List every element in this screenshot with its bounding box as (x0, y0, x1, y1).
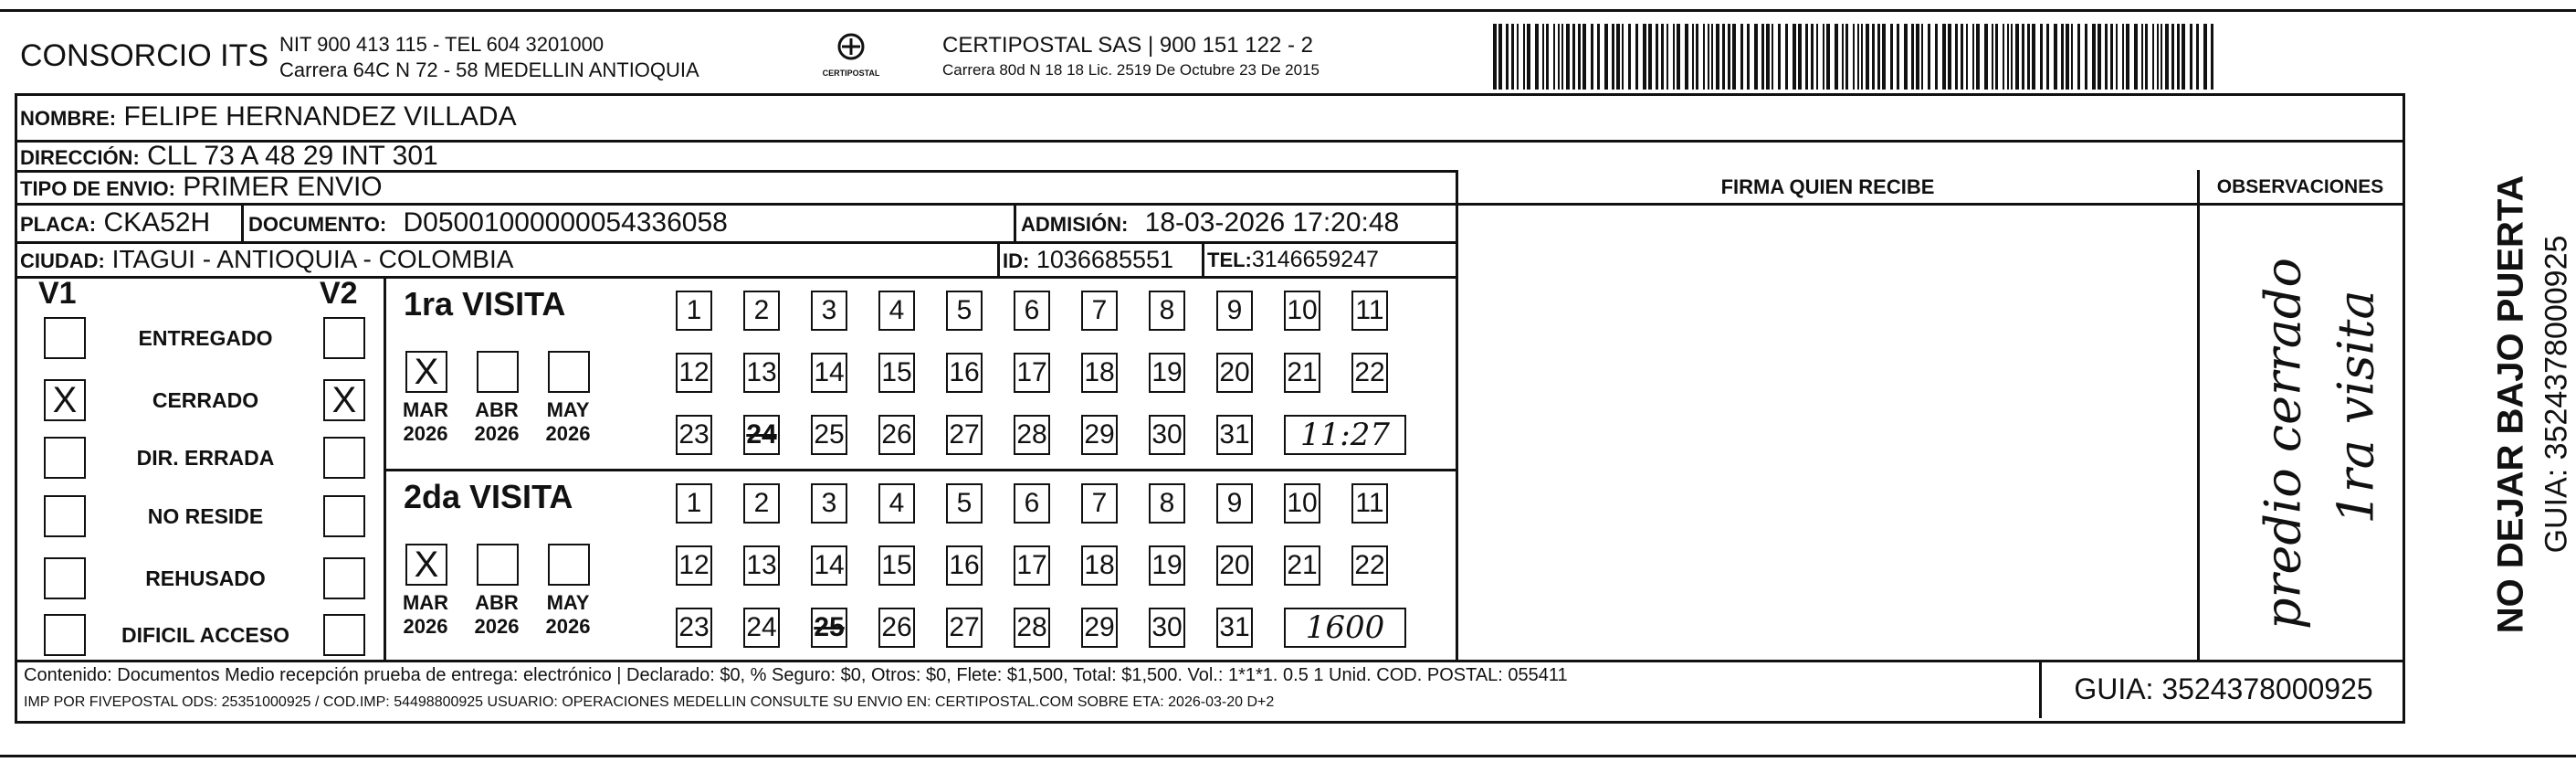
col-divider (1456, 170, 1458, 661)
month-year: 2026 (474, 422, 520, 445)
barcode-bar (1984, 24, 1988, 90)
visit-title: 1ra VISITA (404, 285, 566, 323)
day-box[interactable]: 24 (743, 415, 780, 455)
barcode-bar (2126, 24, 2129, 90)
barcode-bar (1785, 24, 1788, 90)
row-divider (15, 660, 2403, 662)
carrier-address: Carrera 80d N 18 18 Lic. 2519 De Octubre 23 De 2015 (942, 61, 1320, 79)
barcode-bar (1591, 24, 1593, 90)
v2-checkbox[interactable] (323, 557, 365, 599)
firma-area[interactable] (1459, 205, 2195, 659)
barcode-bar (2071, 24, 2073, 90)
barcode-bar (1582, 24, 1586, 90)
day-box[interactable]: 23 (676, 415, 712, 455)
barcode-bar (2015, 24, 2019, 90)
tel-cell (1207, 242, 1379, 278)
day-box[interactable]: 19 (1149, 545, 1185, 586)
barcode-bar (1866, 24, 1869, 90)
day-box[interactable]: 17 (1014, 353, 1050, 393)
v2-checkbox[interactable] (323, 437, 365, 479)
barcode-bar (2152, 24, 2154, 90)
carrier-line: CERTIPOSTAL SAS | 900 151 122 - 2 (942, 33, 1313, 58)
barcode-bar (1628, 24, 1631, 90)
barcode-bar (2165, 24, 2169, 90)
barcode-bar (1511, 24, 1514, 90)
barcode-bar (2085, 24, 2087, 90)
day-box[interactable]: 15 (878, 353, 915, 393)
barcode-bar (1826, 24, 1830, 90)
barcode-bar (1661, 24, 1664, 90)
month-checkbox[interactable] (548, 351, 590, 393)
barcode-bar (1976, 24, 1980, 90)
barcode-bar (1677, 24, 1680, 90)
barcode-bar (1842, 24, 1844, 90)
side-guia: GUIA: 3524378000925 (2539, 235, 2574, 554)
barcode-bar (1535, 24, 1539, 90)
day-box[interactable]: 1 (676, 483, 712, 524)
day-box[interactable]: 28 (1014, 415, 1050, 455)
barcode-bar (1904, 24, 1908, 90)
barcode-bar (1673, 24, 1675, 90)
day-box[interactable]: 30 (1149, 608, 1185, 648)
barcode-bar (2092, 24, 2096, 90)
status-label: NO RESIDE (147, 504, 264, 528)
day-box[interactable]: 3 (811, 291, 847, 331)
barcode-bar (2145, 24, 2148, 90)
day-box[interactable]: 21 (1284, 353, 1320, 393)
day-box[interactable]: 5 (946, 291, 983, 331)
month-label: MAR (402, 591, 449, 614)
status-label: DIFICIL ACCESO (121, 623, 289, 647)
tel-label: TEL: (1207, 249, 1252, 271)
tel-value: 3146659247 (1251, 247, 1379, 272)
barcode-bar (2022, 24, 2024, 90)
barcode-bar (1995, 24, 1998, 90)
barcode-bar (2011, 24, 2013, 90)
bottom-border (0, 755, 2576, 757)
month-label: ABR (475, 398, 519, 421)
id-cell (1003, 242, 1173, 279)
firma-header: FIRMA QUIEN RECIBE (1720, 175, 1935, 198)
barcode-bar (2105, 24, 2108, 90)
barcode-bar (1728, 24, 1730, 90)
v2-checkbox[interactable] (323, 495, 365, 537)
admision-cell (1021, 204, 1399, 244)
month-label: MAY (546, 591, 590, 614)
day-box[interactable]: 27 (946, 415, 983, 455)
day-box[interactable]: 7 (1081, 483, 1118, 524)
month-checkbox[interactable] (477, 544, 519, 586)
barcode-bar (1872, 24, 1875, 90)
barcode-bar (1566, 24, 1570, 90)
barcode-bar (2032, 24, 2035, 90)
tipo-row (20, 171, 383, 205)
barcode-bar (1498, 24, 1502, 90)
col-divider (2197, 170, 2200, 661)
day-box[interactable]: 14 (811, 353, 847, 393)
day-box[interactable]: 13 (743, 545, 780, 586)
barcode-bar (2061, 24, 2064, 90)
barcode-bar (1793, 24, 1796, 90)
month-year: 2026 (545, 615, 591, 638)
barcode-bar (1935, 24, 1938, 90)
day-box[interactable]: 22 (1351, 353, 1388, 393)
day-box[interactable]: 30 (1149, 415, 1185, 455)
barcode-bar (1604, 24, 1608, 90)
day-box[interactable]: 31 (1216, 608, 1253, 648)
company-nit: NIT 900 413 115 - TEL 604 3201000 (279, 33, 605, 56)
barcode-bar (1942, 24, 1946, 90)
company-address: Carrera 64C N 72 - 58 MEDELLIN ANTIOQUIA (279, 58, 699, 81)
footer-guia: GUIA: 3524378000925 (2074, 672, 2373, 705)
day-box[interactable]: 14 (811, 545, 847, 586)
day-box[interactable]: 26 (878, 415, 915, 455)
row-divider (384, 469, 1457, 471)
day-box[interactable]: 18 (1081, 545, 1118, 586)
direccion-label: DIRECCIÓN: (20, 146, 140, 169)
nombre-label: NOMBRE: (20, 107, 117, 130)
barcode-bar (2046, 24, 2049, 90)
v2-header: V2 (320, 276, 358, 311)
barcode-bar (1643, 24, 1646, 90)
barcode-bar (2171, 24, 2174, 90)
day-box[interactable]: 7 (1081, 291, 1118, 331)
day-box[interactable]: 2 (743, 483, 780, 524)
month-year: 2026 (403, 615, 448, 638)
nombre-row (20, 95, 517, 141)
barcode-bar (1992, 24, 1993, 90)
day-box[interactable]: 6 (1014, 483, 1050, 524)
barcode-bar (2161, 24, 2162, 90)
day-box[interactable]: 8 (1149, 291, 1185, 331)
id-label: ID: (1003, 249, 1030, 272)
month-label: ABR (475, 591, 519, 614)
barcode-bar (1816, 24, 1818, 90)
barcode-bar (1692, 24, 1694, 90)
day-box[interactable]: 17 (1014, 545, 1050, 586)
barcode-bar (1722, 24, 1725, 90)
barcode-bar (1506, 24, 1509, 90)
v2-checkbox[interactable] (323, 317, 365, 359)
barcode-bar (2122, 24, 2124, 90)
barcode-bar (2040, 24, 2043, 90)
day-box[interactable]: 4 (878, 291, 915, 331)
barcode-bar (1772, 24, 1773, 90)
status-label: REHUSADO (145, 566, 266, 590)
col-divider (1202, 241, 1204, 276)
barcode-bar (2116, 24, 2118, 90)
month-label: MAR (402, 398, 449, 421)
direccion-row (20, 141, 438, 173)
month-checkbox[interactable]: X (405, 351, 447, 393)
barcode-bar (1972, 24, 1974, 90)
barcode-bar (1798, 24, 1802, 90)
barcode-bar (2066, 24, 2069, 90)
day-box[interactable]: 24 (743, 608, 780, 648)
col-divider (241, 203, 244, 241)
barcode-bar (1811, 24, 1814, 90)
footer-contenido: Contenido: Documentos Medio recepción prueba de entrega: electrónico | Declarado: $0, % Seguro: $0, Otros: $0, Flete: $1,500, Total: $1,500. Vol.: 1*1*1. 0.5 1 Unid. COD. POSTAL: 055411 (24, 665, 1568, 685)
barcode-bar (2190, 24, 2192, 90)
day-box[interactable]: 4 (878, 483, 915, 524)
day-box[interactable]: 5 (946, 483, 983, 524)
barcode-bar (1845, 24, 1848, 90)
barcode-bar (1911, 24, 1914, 90)
barcode-bar (1572, 24, 1575, 90)
barcode-bar (1578, 24, 1581, 90)
visit-time[interactable]: 11:27 (1284, 415, 1406, 455)
tipo-value: PRIMER ENVIO (183, 172, 383, 202)
barcode-bar (1778, 24, 1781, 90)
barcode-bar (1835, 24, 1838, 90)
documento-cell (248, 204, 728, 244)
barcode-bar (1635, 24, 1638, 90)
documento-label: DOCUMENTO: (248, 213, 387, 236)
barcode-bar (1558, 24, 1560, 90)
month-label: MAY (546, 398, 590, 421)
day-box[interactable]: 11 (1351, 291, 1388, 331)
v2-checkbox[interactable]: X (323, 379, 365, 421)
barcode-bar (1696, 24, 1698, 90)
day-box[interactable]: 21 (1284, 545, 1320, 586)
visit-time[interactable]: 1600 (1284, 608, 1406, 648)
barcode-bar (2134, 24, 2138, 90)
barcode-bar (1553, 24, 1555, 90)
placa-value: CKA52H (103, 207, 211, 238)
barcode-bar (1766, 24, 1770, 90)
status-label: DIR. ERRADA (136, 446, 275, 470)
month-year: 2026 (545, 422, 591, 445)
barcode-bar (1685, 24, 1688, 90)
col-divider (2039, 660, 2042, 718)
col-divider (997, 241, 1000, 276)
barcode-bar (1823, 24, 1824, 90)
day-box[interactable]: 23 (676, 608, 712, 648)
barcode-bar (2182, 24, 2185, 90)
status-label: ENTREGADO (138, 326, 273, 350)
barcode-bar (1882, 24, 1886, 90)
logo-text: CERTIPOSTAL (822, 69, 880, 78)
barcode-bar (1740, 24, 1743, 90)
day-box[interactable]: 2 (743, 291, 780, 331)
day-box[interactable]: 8 (1149, 483, 1185, 524)
observacion-handwritten-1: predio cerrado (2254, 258, 2312, 630)
placa-label: PLACA: (20, 213, 97, 236)
barcode-bar (1890, 24, 1893, 90)
barcode-bar (1667, 24, 1668, 90)
barcode-bar (1948, 24, 1951, 90)
day-box[interactable]: 1 (676, 291, 712, 331)
barcode-bar (2196, 24, 2199, 90)
barcode-bar (1711, 24, 1713, 90)
top-border (0, 9, 2576, 12)
barcode-bar (1857, 24, 1859, 90)
barcode-bar (2077, 24, 2080, 90)
barcode-bar (1955, 24, 1958, 90)
nombre-value: FELIPE HERNANDEZ VILLADA (123, 101, 517, 132)
barcode-bar (2003, 24, 2004, 90)
observaciones-area (2201, 205, 2400, 659)
v1-checkbox[interactable] (44, 495, 86, 537)
barcode-bar (1656, 24, 1658, 90)
admision-label: ADMISIÓN: (1021, 213, 1129, 236)
day-box[interactable]: 11 (1351, 483, 1388, 524)
ciudad-cell (20, 242, 513, 279)
day-box[interactable]: 18 (1081, 353, 1118, 393)
barcode-bar (2203, 24, 2207, 90)
day-box[interactable]: 16 (946, 353, 983, 393)
barcode-bar (1805, 24, 1808, 90)
observaciones-header: OBSERVACIONES (2216, 176, 2384, 197)
barcode-bar (1861, 24, 1863, 90)
documento-value: D05001000000054336058 (403, 207, 728, 238)
barcode-bar (1897, 24, 1899, 90)
side-warning: NO DEJAR BAJO PUERTA (2490, 175, 2531, 634)
day-box[interactable]: 25 (811, 415, 847, 455)
barcode-bar (1966, 24, 1968, 90)
barcode-bar (2211, 24, 2213, 90)
day-box[interactable]: 16 (946, 545, 983, 586)
barcode-bar (2098, 24, 2101, 90)
v1-checkbox[interactable]: X (44, 379, 86, 421)
month-year: 2026 (474, 615, 520, 638)
day-box[interactable]: 3 (811, 483, 847, 524)
status-label: CERRADO (152, 388, 259, 412)
day-box[interactable]: 29 (1081, 608, 1118, 648)
barcode-bar (2027, 24, 2030, 90)
day-box[interactable]: 27 (946, 608, 983, 648)
tipo-label: TIPO DE ENVIO: (20, 177, 175, 200)
barcode-bar (1928, 24, 1930, 90)
day-box[interactable]: 6 (1014, 291, 1050, 331)
visit-title: 2da VISITA (404, 478, 573, 515)
day-box[interactable]: 12 (676, 353, 712, 393)
day-box[interactable]: 22 (1351, 545, 1388, 586)
barcode-bar (2157, 24, 2159, 90)
v1-checkbox[interactable] (44, 557, 86, 599)
month-checkbox[interactable] (548, 544, 590, 586)
col-divider (1014, 203, 1016, 241)
day-box[interactable]: 10 (1284, 291, 1320, 331)
v1-checkbox[interactable] (44, 614, 86, 656)
barcode-bar (2007, 24, 2009, 90)
certipostal-logo (815, 33, 888, 80)
barcode-bar (1546, 24, 1549, 90)
barcode-bar (1961, 24, 1963, 90)
barcode (1493, 24, 2224, 90)
barcode-bar (2054, 24, 2057, 90)
barcode-bar (1597, 24, 1600, 90)
barcode-bar (1877, 24, 1880, 90)
barcode-bar (1716, 24, 1719, 90)
day-box[interactable]: 25 (811, 608, 847, 648)
direccion-value: CLL 73 A 48 29 INT 301 (147, 141, 438, 171)
barcode-bar (1754, 24, 1758, 90)
barcode-bar (1761, 24, 1764, 90)
barcode-bar (1616, 24, 1620, 90)
id-value: 1036685551 (1036, 246, 1174, 273)
barcode-bar (1648, 24, 1652, 90)
v1-checkbox[interactable] (44, 317, 86, 359)
barcode-bar (1708, 24, 1709, 90)
barcode-bar (1612, 24, 1614, 90)
v1-header: V1 (38, 276, 77, 311)
day-box[interactable]: 15 (878, 545, 915, 586)
company-name: CONSORCIO ITS (20, 38, 269, 73)
barcode-bar (2177, 24, 2180, 90)
barcode-bar (1747, 24, 1750, 90)
barcode-bar (1527, 24, 1530, 90)
barcode-bar (1622, 24, 1624, 90)
barcode-bar (1916, 24, 1919, 90)
barcode-bar (2141, 24, 2143, 90)
barcode-bar (1493, 24, 1497, 90)
day-box[interactable]: 13 (743, 353, 780, 393)
day-box[interactable]: 29 (1081, 415, 1118, 455)
placa-cell (20, 204, 210, 244)
day-box[interactable]: 28 (1014, 608, 1050, 648)
day-box[interactable]: 10 (1284, 483, 1320, 524)
barcode-bar (1732, 24, 1736, 90)
v2-checkbox[interactable] (323, 614, 365, 656)
observacion-handwritten-2: 1ra visita (2327, 290, 2385, 524)
day-box[interactable]: 31 (1216, 415, 1253, 455)
col-divider (384, 276, 386, 660)
certipostal-logo-icon (831, 33, 871, 64)
barcode-bar (1542, 24, 1544, 90)
day-box[interactable]: 20 (1216, 545, 1253, 586)
day-box[interactable]: 12 (676, 545, 712, 586)
day-box[interactable]: 20 (1216, 353, 1253, 393)
month-year: 2026 (403, 422, 448, 445)
ciudad-label: CIUDAD: (20, 249, 105, 272)
barcode-bar (1561, 24, 1563, 90)
day-box[interactable]: 9 (1216, 291, 1253, 331)
barcode-bar (1921, 24, 1923, 90)
month-checkbox[interactable] (477, 351, 519, 393)
admision-value: 18-03-2026 17:20:48 (1144, 207, 1400, 238)
barcode-bar (1517, 24, 1519, 90)
ciudad-value: ITAGUI - ANTIOQUIA - COLOMBIA (111, 245, 514, 273)
v1-checkbox[interactable] (44, 437, 86, 479)
day-box[interactable]: 19 (1149, 353, 1185, 393)
barcode-bar (2110, 24, 2113, 90)
day-box[interactable]: 9 (1216, 483, 1253, 524)
day-box[interactable]: 26 (878, 608, 915, 648)
footer-imp: IMP POR FIVEPOSTAL ODS: 25351000925 / COD.IMP: 54498800925 USUARIO: OPERACIONES MEDELLIN CONSULTE SU ENVIO EN: CERTIPOSTAL.COM SOBRE ETA: 2026-03-20 D+2 (24, 694, 1275, 710)
barcode-bar (1703, 24, 1705, 90)
month-checkbox[interactable]: X (405, 544, 447, 586)
barcode-bar (1523, 24, 1525, 90)
barcode-bar (1853, 24, 1855, 90)
